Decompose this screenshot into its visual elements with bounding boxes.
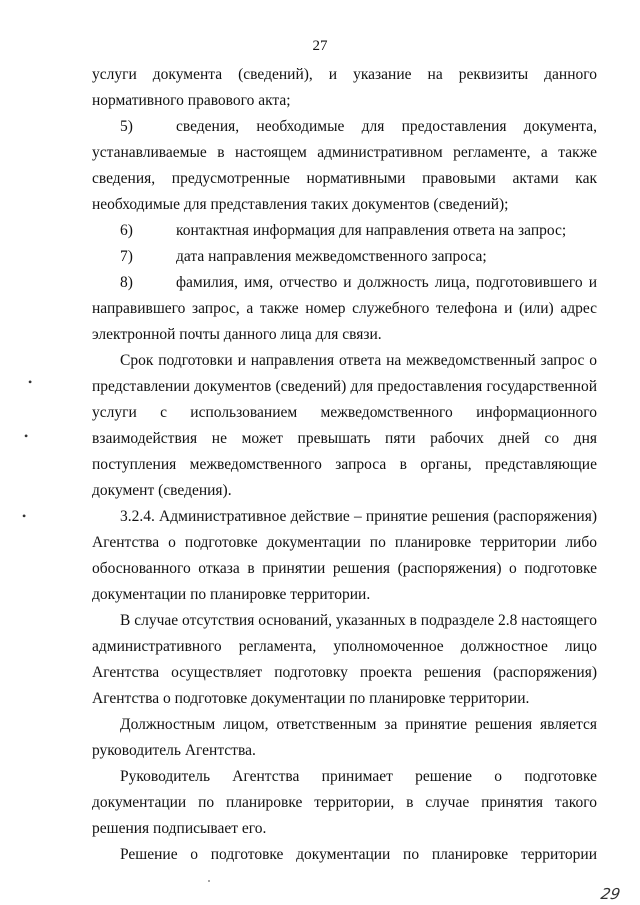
margin-mark: • [22, 509, 27, 523]
paragraph-absence-of-grounds: В случае отсутствия оснований, указанных в подразделе 2.8 настоящего административного регламента, уполномоченное должностное лицо Агентства осуществляет подготовку проекта решения (распоряжения) Агентства о подготовке документации по планировке территории. [92, 612, 597, 707]
paragraph-continuation: услуги документа (сведений), и указание на реквизиты данного нормативного правового акта; [92, 66, 597, 109]
list-item-text: контактная информация для направления ответа на запрос; [176, 222, 567, 239]
list-number: 7) [120, 248, 133, 265]
paragraph-decision-start: Решение о подготовке документации по планировке территории [120, 846, 597, 863]
list-number: 8) [120, 274, 133, 291]
list-item-text: сведения, необходимые для предоставления документа, устанавливаемые в настоящем административном регламенте, а также сведения, предусмотренные нормативными правовыми актами как необходимые для представления таких документов (сведений); [92, 118, 597, 213]
margin-mark: • [28, 375, 33, 389]
document-body [92, 62, 597, 868]
scan-speck [208, 880, 210, 882]
page-number: 27 [312, 38, 328, 54]
paragraph-responsible-official: Должностным лицом, ответственным за принятие решения является руководитель Агентства. [92, 716, 597, 759]
list-item-text: дата направления межведомственного запроса; [176, 248, 487, 265]
paragraph-section-3-2-4: 3.2.4. Административное действие – принятие решения (распоряжения) Агентства о подготовке документации по планировке территории либо обоснованного отказа в принятии решения (распоряжения) о подготовке документации по планировке территории. [92, 508, 597, 603]
list-item-text: фамилия, имя, отчество и должность лица, подготовившего и направившего запрос, а также номер служебного телефона и (или) адрес электронной почты данного лица для связи. [92, 274, 597, 343]
paragraph-response-deadline: Срок подготовки и направления ответа на межведомственный запрос о представлении документов (сведений) для предоставления государственной услуги с использованием межведомственного информационного взаимодействия не может превышать пяти рабочих дней со дня поступления межведомственного запроса в органы, представляющие документ (сведения). [92, 352, 597, 499]
handwritten-page-number: 29 [599, 885, 622, 903]
list-item-6 [92, 218, 597, 244]
list-number: 5) [120, 118, 133, 135]
margin-mark: • [24, 429, 29, 443]
list-item-7 [92, 244, 597, 270]
list-item-5 [92, 114, 597, 218]
paragraph-head-decision: Руководитель Агентства принимает решение о подготовке документации по планировке территории, в случае принятия такого решения подписывает его. [92, 768, 597, 837]
list-number: 6) [120, 222, 133, 239]
list-item-8 [92, 270, 597, 348]
